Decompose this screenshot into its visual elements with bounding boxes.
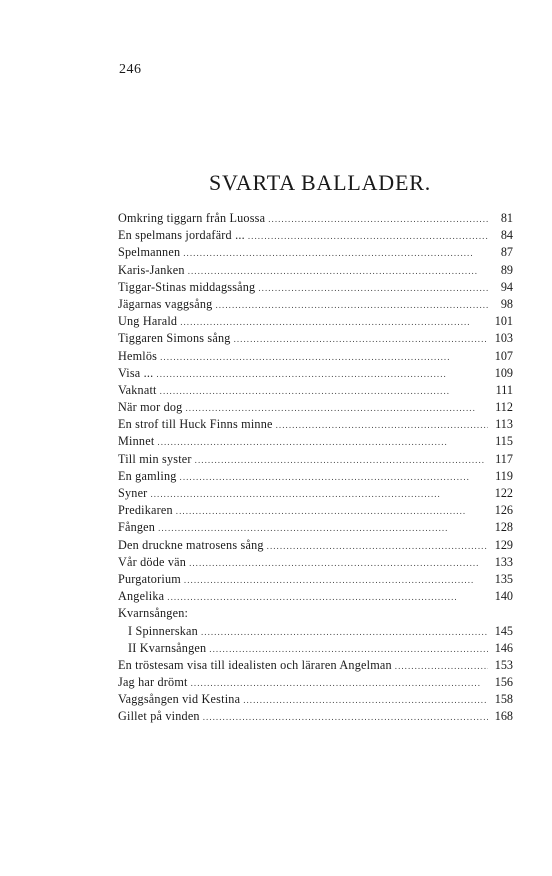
dot-leader — [395, 658, 488, 675]
toc-entry-title: Minnet — [118, 434, 155, 449]
dot-leader — [180, 314, 488, 331]
toc-entry — [118, 244, 513, 261]
toc-entry — [118, 554, 513, 571]
toc-entry — [118, 227, 513, 244]
toc-entry — [118, 537, 513, 554]
toc-entry — [118, 382, 513, 399]
toc-entry-page: 146 — [494, 640, 513, 655]
toc-entry-page: 119 — [495, 468, 513, 483]
dot-leader — [201, 624, 488, 641]
toc-entry — [118, 708, 513, 725]
dot-leader — [195, 452, 488, 469]
toc-entry-page: 140 — [494, 589, 513, 604]
toc-entry-page: 107 — [494, 348, 513, 363]
toc-entry-title: II Kvarnsången — [128, 640, 207, 655]
toc-entry — [118, 657, 513, 674]
toc-entry-page: 113 — [495, 417, 513, 432]
dot-leader — [180, 469, 488, 486]
table-of-contents — [118, 210, 513, 726]
toc-entry-page: 153 — [494, 657, 513, 672]
dot-leader — [150, 486, 488, 503]
toc-entry-title: Angelika — [118, 589, 165, 604]
toc-entry-title: Fången — [118, 520, 156, 535]
toc-entry-title: Purgatorium — [118, 571, 181, 586]
dot-leader — [209, 641, 488, 658]
toc-entry-page: 94 — [500, 279, 513, 294]
toc-entry-title: Ung Harald — [118, 314, 178, 329]
toc-entry-title: En gamling — [118, 468, 177, 483]
toc-entry-page: 89 — [500, 262, 513, 277]
toc-entry-title: Syner — [118, 486, 148, 500]
toc-entry-page: 84 — [500, 228, 513, 243]
toc-entry — [118, 210, 513, 227]
toc-entry-title: Vår döde vän — [118, 554, 187, 569]
toc-entry-title: En strof till Huck Finns minne — [118, 417, 273, 432]
dot-leader — [215, 297, 488, 314]
toc-entry-title: Jag har drömt — [118, 675, 188, 690]
toc-entry-page: 87 — [500, 245, 513, 260]
toc-entry — [118, 588, 513, 605]
toc-entry-title: Tiggar-Stinas middagssång — [118, 279, 256, 294]
toc-entry-page: 103 — [494, 331, 513, 346]
toc-entry-title: Spelmannen — [118, 245, 181, 260]
dot-leader — [157, 434, 488, 451]
toc-entry — [118, 296, 513, 313]
toc-entry-title: Tiggaren Simons sång — [118, 331, 231, 346]
toc-entry — [118, 451, 513, 468]
dot-leader — [248, 228, 488, 245]
toc-entry-page: 109 — [494, 365, 513, 380]
toc-entry — [118, 262, 513, 279]
toc-entry-page: 168 — [494, 709, 513, 724]
toc-group-heading — [118, 605, 513, 622]
toc-entry — [118, 313, 513, 330]
dot-leader — [243, 692, 488, 709]
dot-leader — [167, 589, 488, 606]
dot-leader — [160, 349, 488, 366]
dot-leader — [191, 675, 488, 692]
toc-entry — [118, 502, 513, 519]
toc-entry-title: Vaknatt — [118, 382, 157, 397]
toc-entry-title: Hemlös — [118, 348, 158, 363]
toc-entry-title: Predikaren — [118, 503, 173, 518]
toc-entry — [118, 348, 513, 365]
toc-entry-page: 115 — [495, 434, 513, 449]
toc-entry-page: 101 — [494, 314, 513, 329]
dot-leader — [268, 211, 488, 228]
toc-entry-page: 81 — [500, 211, 513, 225]
dot-leader — [176, 503, 488, 520]
toc-subentry — [118, 640, 513, 657]
toc-entry-title: Den druckne matrosens sång — [118, 537, 264, 552]
toc-entry-title: Vaggsången vid Kestina — [118, 692, 241, 707]
toc-entry — [118, 330, 513, 347]
toc-entry — [118, 468, 513, 485]
dot-leader — [158, 520, 488, 537]
toc-entry-page: 126 — [494, 503, 513, 518]
toc-entry-page: 156 — [494, 675, 513, 690]
toc-entry-page: 111 — [495, 382, 513, 397]
toc-entry — [118, 279, 513, 296]
toc-entry-page: 145 — [494, 623, 513, 638]
toc-subentry — [118, 623, 513, 640]
dot-leader — [185, 400, 488, 417]
toc-entry-title: Karis-Janken — [118, 262, 185, 277]
toc-entry-page: 129 — [494, 537, 513, 552]
section-title: SVARTA BALLADER. — [208, 170, 431, 195]
toc-entry — [118, 365, 513, 382]
dot-leader — [276, 417, 488, 434]
dot-leader — [188, 263, 488, 280]
toc-entry-title: Gillet på vinden — [118, 709, 200, 724]
toc-entry — [118, 399, 513, 416]
toc-entry-title: I Spinnerskan — [128, 623, 198, 638]
toc-entry — [118, 416, 513, 433]
toc-entry-title: En spelmans jordafärd ... — [118, 228, 245, 243]
toc-group-title: Kvarnsången: — [118, 606, 189, 621]
toc-entry — [118, 674, 513, 691]
dot-leader — [189, 555, 488, 572]
toc-entry-page: 122 — [494, 486, 513, 500]
toc-entry-title: Jägarnas vaggsång — [118, 296, 213, 311]
toc-entry-title: När mor dog — [118, 400, 183, 415]
toc-entry — [118, 691, 513, 708]
toc-entry — [118, 485, 513, 502]
dot-leader — [156, 366, 488, 383]
toc-entry — [118, 571, 513, 588]
toc-entry-page: 133 — [494, 554, 513, 569]
dot-leader — [184, 572, 488, 589]
toc-entry-page: 112 — [495, 400, 513, 415]
dot-leader — [160, 383, 488, 400]
toc-entry-page: 117 — [495, 451, 513, 466]
toc-entry-page: 135 — [494, 571, 513, 586]
page-number: 246 — [119, 62, 142, 77]
toc-entry-page: 128 — [494, 520, 513, 535]
dot-leader — [203, 709, 488, 726]
dot-leader — [267, 538, 488, 555]
toc-entry-title: Till min syster — [118, 451, 192, 466]
toc-entry — [118, 519, 513, 536]
toc-entry-page: 158 — [494, 692, 513, 707]
toc-entry — [118, 433, 513, 450]
dot-leader — [234, 331, 488, 348]
toc-entry-title: Omkring tiggarn från Luossa — [118, 211, 266, 225]
toc-entry-page: 98 — [500, 296, 513, 311]
dot-leader — [183, 245, 488, 262]
toc-entry-title: Visa ... — [118, 365, 154, 380]
toc-entry-title: En tröstesam visa till idealisten och läraren Angelman — [118, 657, 392, 672]
dot-leader — [258, 280, 488, 297]
